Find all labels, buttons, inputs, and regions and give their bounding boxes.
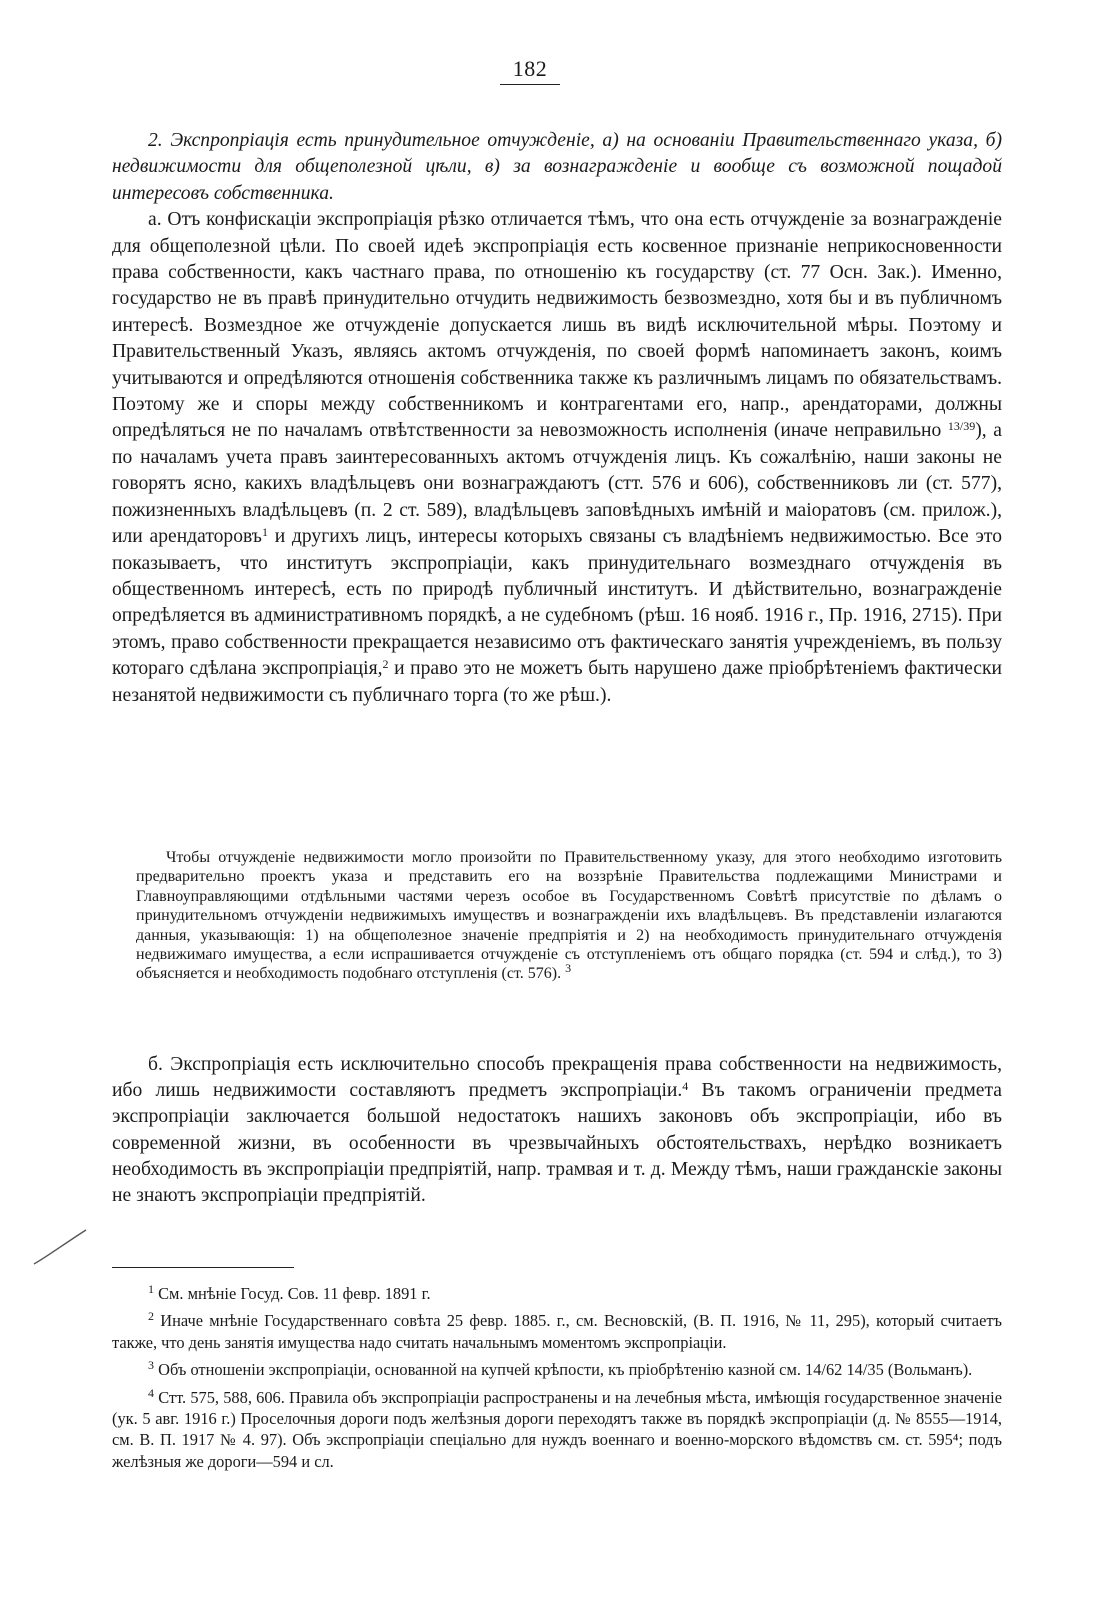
paragraph-b-text: б. Экспропріація есть исключительно способъ прекращенія права собственности на недвижимость, ибо лишь недвижимости составляютъ предметъ экспропріаціи.: [112, 1054, 1002, 1102]
footnote-text: Объ отношеніи экспропріаціи, основанной на купчей крѣпости, къ пріобрѣтенію казной см. 14/62 14/35 (Вольманъ).: [158, 1360, 973, 1380]
small-print-paragraph: [136, 848, 1002, 984]
footnote-mark: 1: [148, 1282, 154, 1296]
footnote-ref-4[interactable]: 4: [682, 1079, 689, 1094]
paragraph-a: [112, 207, 1002, 709]
footnote-3: [112, 1359, 1002, 1380]
section-thesis: 2. Экспропріація есть принудительное отчужденіе, а) на основаніи Правительственнаго указа, б) недвижимости для общеполезной цѣли, в) за вознагражденіе и вообще съ возможной пощадой интересовъ собственника.: [112, 130, 1002, 204]
footnote-2: [112, 1310, 1002, 1353]
paragraph-a-continuation-3: и право это не можетъ быть нарушено даже пріобрѣтеніемъ фактически незанятой недвижимости съ публичнаго торга (то же рѣш.).: [112, 658, 1002, 706]
footnote-mark: 3: [148, 1358, 154, 1373]
footnote-ref-3[interactable]: 3: [565, 961, 572, 976]
paragraph-b-continuation: Въ такомъ ограниченіи предмета экспропріаціи заключается большой недостатокъ нашихъ законовъ объ экспропріаціи, ибо въ современной жизни, въ особенности въ чрезвычайныхъ обстоятельствахъ, нерѣдко возникаетъ необходимость въ экспропріаціи предпріятій, напр. трамвая и т. д. Между тѣмъ, наши гражданскіе законы не знаютъ экспропріаціи предпріятій.: [112, 1080, 1002, 1207]
footnote-1: [112, 1283, 1002, 1304]
small-print-text: Чтобы отчужденіе недвижимости могло произойти по Правительственному указу, для этого необходимо изготовить предварительно проектъ указа и представить его на воззрѣніе Правительства подлежащими Министрами и Главноуправляющими отдѣльными частями черезъ особое въ Государственномъ Совѣтѣ присутствіе по дѣламъ о принудительномъ отчужденіи недвижимыхъ имуществъ и вознагражденіи ихъ владѣльцевъ. Въ представленіи излагаются данныя, указывающія: 1) на общеполезное значеніе предпріятія и 2) на необходимость принудительнаго отчужденія недвижимаго имущества, а если испрашивается отчужденіе съ отступленіемъ отъ общаго порядка (ст. 594 и слѣд.), то 3) объясняется и необходимость подобнаго отступленія (ст. 576).: [136, 849, 1002, 983]
footnote-text: См. мнѣніе Госуд. Сов. 11 февр. 1891 г.: [158, 1284, 431, 1303]
small-print-block: [136, 848, 1002, 984]
footnote-ref-1[interactable]: 1: [261, 525, 268, 540]
paragraph-a-text: а. Отъ конфискаціи экспропріація рѣзко отличается тѣмъ, что она есть отчужденіе за вознагражденіе для общеполезной цѣли. По своей идеѣ экспропріація есть косвенное признаніе неприкосновенности права собственности, какъ частнаго права, по отношенію къ государству (ст. 77 Осн. Зак.). Именно, государство не въ правѣ принудительно отчудить недвижимость безвозмездно, хотя бы и въ публичномъ интересѣ. Возмездное же отчужденіе допускается лишь въ видѣ исключительной мѣры. Поэтому и Правительственный Указъ, являясь актомъ отчужденія, по своей формѣ напоминаетъ законъ, коимъ учитываются и опредѣляются отношенія собственника также къ различнымъ лицамъ по обязательствамъ. Поэтому же и споры между собственникомъ и контрагентами его, напр., арендаторами, должны опредѣляться не по началамъ отвѣтственности за невозможность исполненія (иначе неправильно: [112, 209, 1002, 442]
page-number: 182: [500, 56, 560, 85]
footnote-4: [112, 1387, 1002, 1473]
footnote-mark: 2: [148, 1309, 154, 1324]
main-text-continued: [112, 1052, 1002, 1209]
paragraph-a-continuation-2: и другихъ лицъ, интересы которыхъ связаны съ владѣніемъ недвижимостью. Все это показываетъ, что институтъ экспропріаціи, какъ принудительнаго возмезднаго отчужденія въ общественномъ интересѣ, есть по природѣ публичный институтъ. И дѣйствительно, вознагражденіе опредѣляется въ административномъ порядкѣ, а не судебномъ (рѣш. 16 нояб. 1916 г., Пр. 1916, 2715). При этомъ, право собственности прекращается независимо отъ фактическаго занятія учрежденіемъ, въ пользу котораго сдѣлана экспропріація,: [112, 526, 1003, 680]
paragraph-a-continuation: ), а по началамъ учета правъ заинтересованныхъ актомъ отчужденія лицъ. Къ сожалѣнію, наши законы не говорятъ ясно, какихъ владѣльцевъ они вознаграждаютъ (стт. 576 и 606), собственниковъ ли (ст. 577), пожизненныхъ владѣльцевъ (п. 2 ст. 589), владѣльцевъ заповѣдныхъ имѣній и маіоратовъ (см. прилож.), или арендаторовъ: [112, 420, 1002, 548]
footnote-ref-2[interactable]: 2: [382, 657, 389, 672]
main-text: [112, 128, 1002, 709]
paragraph-b: [112, 1052, 1002, 1209]
pencil-mark-icon: [30, 1228, 90, 1268]
footnotes: [112, 1283, 1002, 1472]
case-fraction: 13/39: [947, 419, 976, 434]
footnote-text: Стт. 575, 588, 606. Правила объ экспропріаціи распространены и на лечебныя мѣста, имѣющія государственное значеніе (ук. 5 авг. 1916 г.) Проселочныя дороги подъ желѣзныя дороги переходятъ также въ порядкѣ экспропріаціи (д. № 8555—1914, см. В. П. 1917 № 4. 97). Объ экспропріаціи спеціально для нуждъ военнаго и военно-морского вѣдомствъ см. ст. 595⁴; подъ желѣзныя же дороги—594 и сл.: [112, 1387, 1002, 1471]
footnote-separator: [112, 1267, 294, 1268]
footnote-text: Иначе мнѣніе Государственнаго совѣта 25 февр. 1885. г., см. Весновскій, (В. П. 1916, № 11, 295), который считаетъ также, что день занятія имущества надо считать начальнымъ моментомъ экспропріаціи.: [112, 1311, 1002, 1352]
footnote-mark: 4: [148, 1385, 154, 1400]
